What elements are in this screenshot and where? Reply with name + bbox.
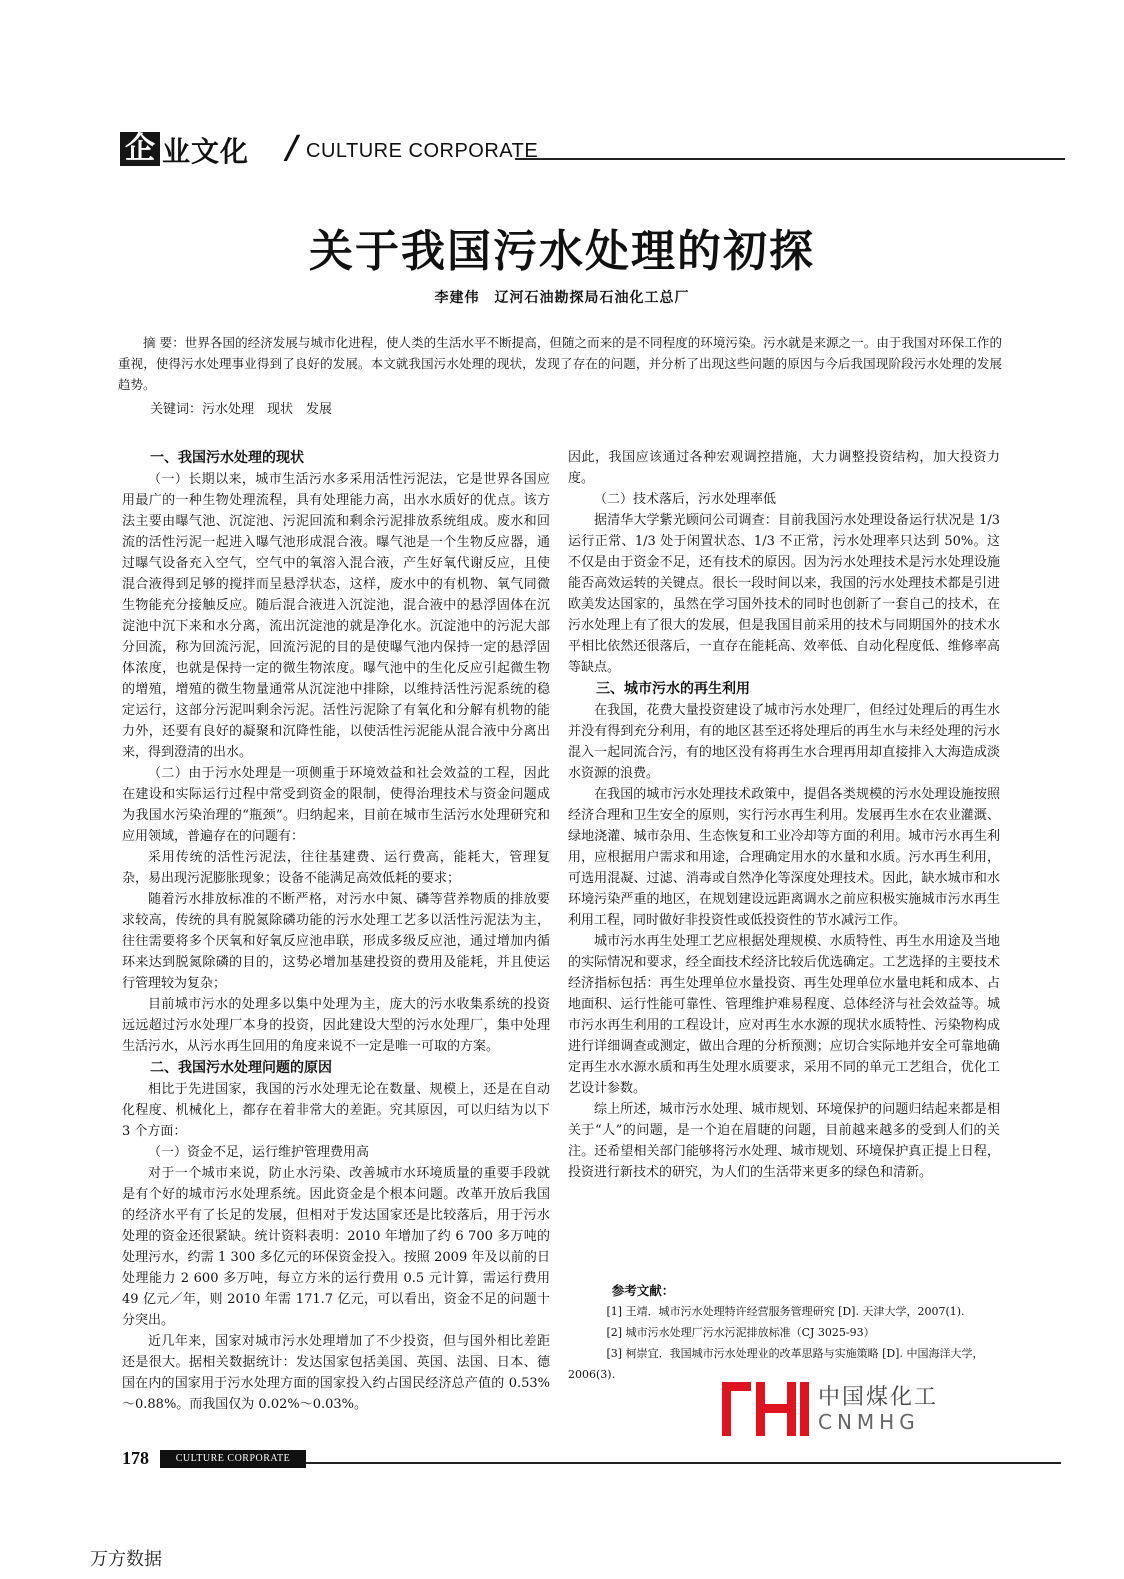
paragraph: 城市污水再生处理工艺应根据处理规模、水质特性、再生水用途及当地的实际情况和要求，经全面技术经济比较后优选确定。工艺选择的主要技术经济指标包括：再生处理单位水量投资、再生处理单位水量电耗和成本、占地面积、运行性能可靠性、管理维护难易程度、总体经济与社会效益等。城市污水再生利用的工程设计，应对再生水水源的现状水质特性、污染物构成进行详细调查或测定，做出合理的分析预测；应切合实际地并安全可靠地确定再生水水源水质和再生处理水质要求，采用不同的单元工艺组合，优化工艺设计参数。: [568, 934, 1000, 1096]
section-header: [120, 130, 1065, 170]
paragraph: 采用传统的活性污泥法，往往基建费、运行费高，能耗大，管理复杂，易出现污泥膨胀现象；设备不能满足高效低耗的要求；: [122, 850, 550, 886]
paragraph: 相比于先进国家，我国的污水处理无论在数量、规模上，还是在自动化程度、机械化上，都存在着非常大的差距。究其原因，可以归结为以下 3 个方面：: [122, 1082, 550, 1139]
footer-bar: CULTURE CORPORATE: [160, 1450, 306, 1468]
paragraph: 对于一个城市来说，防止水污染、改善城市水环境质量的重要手段就是有个好的城市污水处理系统。因此资金是个根本问题。改革开放后我国的经济水平有了长足的发展，但相对于发达国家还是比较落后，用于污水处理的资金还很紧缺。统计资料表明：2010 年增加了约 6 700 多万吨的处理污水，约需 1 300 多亿元的环保资金投入。按照 2009 年及以前的日处理能力 2 600 多万吨，每立方米的运行费用 0.5 元计算，需运行费用 49 亿元／年，则 2010 年需 171.7 亿元，可以看出，资金不足的问题十分突出。: [122, 1166, 550, 1328]
page-number: 178: [122, 1448, 149, 1468]
footer-rule: [306, 1462, 1061, 1464]
paragraph: （二）由于污水处理是一项侧重于环境效益和社会效益的工程，因此在建设和实际运行过程中常受到资金的限制，使得治理技术与资金问题成为我国水污染治理的“瓶颈”。归纳起来，目前在城市生活污水处理研究和应用领域，普遍存在的问题有：: [122, 766, 550, 844]
reference-item: [3] 柯崇宜．我国城市污水处理业的改革思路与实施策略 [D]. 中国海洋大学，2006(3).: [568, 1347, 984, 1381]
article-author: 李建伟 辽河石油勘探局石油化工总厂: [434, 290, 690, 306]
header-rule: [515, 158, 1065, 160]
section-2-heading: 二、我国污水处理问题的原因: [150, 1060, 332, 1076]
header-slash: /: [286, 128, 298, 166]
paragraph: 综上所述，城市污水处理、城市规划、环境保护的问题归结起来都是相关于“人”的问题，是一个迫在眉睫的问题，目前越来越多的受到人们的关注。还希望相关部门能够将污水处理、城市规划、环境保护真正提上日程，投资进行新技术的研究，为人们的生活带来更多的绿色和清新。: [568, 1102, 1000, 1180]
reference-item: [2] 城市污水处理厂污水污泥排放标准（CJ 3025-93）: [606, 1326, 875, 1339]
source-label: 万方数据: [90, 1549, 162, 1569]
header-title-en: CULTURE CORPORATE: [306, 140, 539, 162]
paragraph: 目前城市污水的处理多以集中处理为主，庞大的污水收集系统的投资远远超过污水处理厂本身的投资，因此建设大型的污水处理厂，集中处理生活污水，从污水再生回用的角度来说不一定是唯一可取的方案。: [122, 997, 550, 1054]
paragraph: 在我国的城市污水处理技术政策中，提倡各类规模的污水处理设施按照经济合理和卫生安全的原则，实行污水再生利用。发展再生水在农业灌溉、绿地浇灌、城市杂用、生态恢复和工业冷却等方面的利用。城市污水再生利用，应根据用户需求和用途，合理确定用水的水量和水质。污水再生利用，可选用混凝、过滤、消毒或自然净化等深度处理技术。因此，缺水城市和水环境污染严重的地区，在规划建设远距离调水之前应积极实施城市污水再生利用工程，同时做好非投资性或低投资性的节水减污工作。: [568, 787, 1000, 928]
paragraph: （一）长期以来，城市生活污水多采用活性污泥法，它是世界各国应用最广的一种生物处理流程，具有处理能力高，出水水质好的优点。该方法主要由曝气池、沉淀池、污泥回流和剩余污泥排放系统组成。废水和回流的活性污泥一起进入曝气池形成混合液。曝气池是一个生物反应器，通过曝气设备充入空气，空气中的氧溶入混合液，产生好氧代谢反应，且使混合液得到足够的搅拌而呈悬浮状态，这样，废水中的有机物、氧气同微生物能充分接触反应。随后混合液进入沉淀池，混合液中的悬浮固体在沉淀池中沉下来和水分离，流出沉淀池的就是净化水。沉淀池中的污泥大部分回流，称为回流污泥，回流污泥的目的是使曝气池内保持一定的悬浮固体浓度，也就是保持一定的微生物浓度。曝气池中的生化反应引起微生物的增殖，增殖的微生物量通常从沉淀池中排除，以维持活性污泥系统的稳定运行，这部分污泥叫剩余污泥。活性污泥除了有氧化和分解有机物的能力外，还要有良好的凝聚和沉降性能，以使活性污泥能从混合液中分离出来，得到澄清的出水。: [122, 472, 550, 760]
paragraph: 据清华大学紫光顾问公司调查：目前我国污水处理设备运行状况是 1/3 运行正常、1/3 处于闲置状态、1/3 不正常，污水处理率只达到 50%。这不仅是由于资金不足，还有技术的原因。因为污水处理技术是污水处理设施能否高效运转的关键点。很长一段时间以来，我国的污水处理技术都是引进欧美发达国家的，虽然在学习国外技术的同时也创新了一套自己的技术，在污水处理上有了很大的发展，但是我国目前采用的技术与同期国外的技术水平相比依然还很落后，一直存在能耗高、效率低、自动化程度低、维修率高等缺点。: [568, 513, 1000, 675]
header-title-zh: 业文化: [162, 135, 250, 168]
references-heading: 参考文献：: [611, 1283, 675, 1298]
watermark-text-en: CNMHG: [818, 1410, 920, 1434]
article-title: 关于我国污水处理的初探: [309, 226, 815, 277]
section-1-heading: 一、我国污水处理的现状: [150, 450, 304, 466]
header-block-char: 企: [120, 132, 160, 166]
watermark-text-cn: 中国煤化工: [818, 1385, 939, 1410]
paragraph: 因此，我国应该通过各种宏观调控措施，大力调整投资结构，加大投资力度。: [568, 450, 1000, 486]
references: [568, 1280, 1000, 1385]
section-3-heading: 三、城市污水的再生利用: [596, 681, 750, 697]
article-abstract: 摘 要：世界各国的经济发展与城市化进程，使人类的生活水平不断提高，但随之而来的是不同程度的环境污染。污水就是来源之一。由于我国对环保工作的重视，使得污水处理事业得到了良好的发展。本文就我国污水处理的现状，发现了存在的问题，并分析了出现这些问题的原因与今后我国现阶段污水处理的发展趋势。: [118, 335, 1002, 392]
paragraph: 随着污水排放标准的不断严格，对污水中氮、磷等营养物质的排放要求较高，传统的具有脱氮除磷功能的污水处理工艺多以活性污泥法为主，往往需要将多个厌氧和好氧反应池串联，形成多级反应池，通过增加内循环来达到脱氮除磷的目的，这势必增加基建投资的费用及能耗，并且使运行管理较为复杂；: [122, 892, 550, 991]
reference-item: [1] 王靖．城市污水处理特许经营服务管理研究 [D]. 天津大学，2007(1).: [606, 1305, 965, 1318]
article-keywords: 关键词：污水处理 现状 发展: [150, 402, 333, 417]
paragraph: 近几年来，国家对城市污水处理增加了不少投资，但与国外相比差距还是很大。据相关数据统计：发达国家包括美国、英国、法国、日本、德国在内的国家用于污水处理方面的国家投入约占国民经济总产值的 0.53%～0.88%。而我国仅为 0.02%～0.03%。: [122, 1334, 550, 1412]
left-column: [122, 447, 550, 1415]
watermark-logo: [720, 1378, 960, 1440]
paragraph: 在我国，花费大量投资建设了城市污水处理厂，但经过处理后的再生水并没有得到充分利用，有的地区甚至还将处理后的再生水与未经处理的污水混入一起同流合污，有的地区没有将再生水合理再用却直接排入大海造成淡水资源的浪费。: [568, 703, 1000, 781]
watermark-mark-icon: [720, 1378, 814, 1440]
paragraph: （二）技术落后，污水处理率低: [594, 492, 777, 507]
right-column: [568, 447, 1000, 1183]
paragraph: （一）资金不足，运行维护管理费用高: [148, 1145, 370, 1160]
